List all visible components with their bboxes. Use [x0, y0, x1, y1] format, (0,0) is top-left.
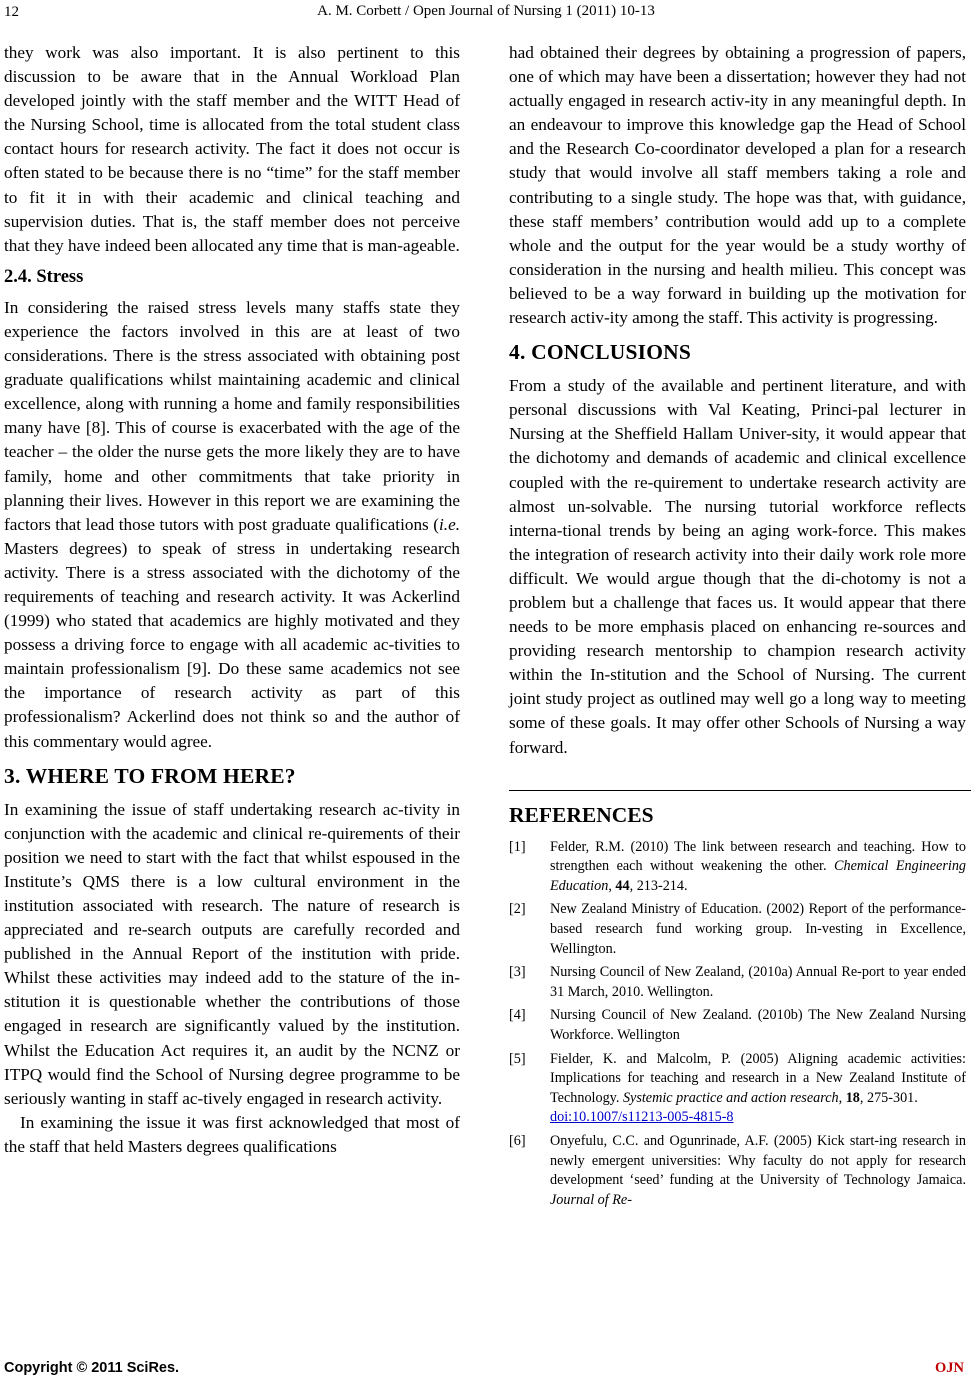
continued-paragraph-right: had obtained their degrees by obtaining a progression of papers, one of which may have been a dissertation; however they had not actually engaged in research activ-ity in any meaningful depth. In an endeavour to improve this knowledge gap the Head of School and the Research Co-coordinator developed a plan for a research study that would involve all staff members taking a role and contributing to a single study. The hope was that, with guidance, these staff members’ contribution would add up to a complete whole and the output for the year would be a study worthy of consideration in the nursing and health milieu. This concept was believed to be a way forward in building up the motivation for research activ-ity among the staff. This activity is progressing. [509, 43, 966, 328]
where-to-heading: 3. WHERE TO FROM HERE? [4, 763, 296, 788]
stress-heading: 2.4. Stress [4, 266, 84, 287]
where-to-paragraph-2: In examining the issue it was first acknowledged that most of the staff that held Masters degrees qualifications [4, 1112, 460, 1156]
reference-text [550, 963, 966, 1002]
reference-citation: Fielder, K. and Malcolm, P. (2005) Aligning academic activities: Implications for teaching and research in a New Zealand Institute of Technology. [550, 1050, 966, 1106]
page-footer [0, 1360, 972, 1382]
conclusions-paragraph: From a study of the available and pertinent literature, and with personal discussions with Val Keating, Princi-pal lecturer in Nursing at the Sheffield Hallam Univer-sity, it would appear that the dichotomy and demands of academic and clinical excellence coupled with the re-quirement to undertake research activity are almost un-solvable. The nursing tutorial workforce reflects interna-tional trends by being an aging work-force. This makes the integration of research activity into their daily work role more difficult. We would argue though that the di-chotomy is not a problem but a challenge that faces us. It would appear that there needs to be more emphasis placed on enhancing re-sources and providing research mentorship to champion research activity within the In-stitution and the School of Nursing. The current joint study project as outlined may well go a long way to meeting some of these goals. It may offer other Schools of Nursing a way forward. [509, 376, 966, 757]
reference-volume: 44 [615, 877, 630, 894]
reference-citation: New Zealand Ministry of Education. (2002) Report of the performance-based research fund working group. In-vesting in Excellence, Wellington. [550, 901, 966, 957]
reference-number: [3] [509, 964, 526, 981]
reference-journal: Systemic practice and action research [622, 1089, 839, 1106]
stress-text-b: Masters degrees) to speak of stress in undertaking research activity. There is a stress associated with the dichotomy of the requirements of teaching and research activity. It was Ackerlind (1999) who stated that academics are highly motivated and they possess a driving force to engage with all academic ac-tivities to maintain professionalism [9]. Do these same academics not see the importance of research activity as part of this professionalism? Ackerlind does not think so and the author of this commentary would agree. [4, 538, 460, 751]
reference-separator: , [608, 877, 616, 894]
references-heading: REFERENCES [509, 802, 654, 827]
doi-link[interactable]: doi:10.1007/s11213-005-4815-8 [550, 1109, 734, 1126]
reference-number: [6] [509, 1132, 526, 1149]
references-divider [509, 790, 971, 791]
page-header [0, 0, 972, 30]
reference-journal: Chemical Engineering Education [550, 858, 967, 894]
where-to-paragraph-1: In examining the issue of staff undertaking research ac-tivity in conjunction with the academic and clinical re-quirements of their position we need to start with the fact that whilst espoused in the Institute’s QMS there is a low cultural environment in the institution associated with research. The nature of research is appreciated and re-search outputs are carefully recorded and published in the Annual Report of the institution with pride. Whilst these activities may indeed add to the stature of the in-stitution it is questionable whether the contributions of those engaged in research are significantly valued by the institution. Whilst the Education Act requires it, an audit by the NCNZ or ITPQ would find the School of Nursing degree programme to be seriously wanting in staff ac-tively engaged in research activity. [4, 799, 460, 1108]
reference-text [550, 1132, 966, 1210]
reference-number: [2] [509, 901, 526, 918]
conclusions-heading: 4. CONCLUSIONS [509, 340, 692, 365]
reference-citation: Felder, R.M. (2010) The link between research and teaching. How to strengthen each without weakening the other. [550, 838, 966, 875]
page-number: 12 [4, 4, 19, 20]
reference-item [509, 963, 966, 1002]
reference-pages: , 275-301. [859, 1089, 918, 1106]
stress-paragraph [4, 296, 460, 754]
reference-text [550, 1006, 966, 1045]
reference-citation: Nursing Council of New Zealand. (2010b) The New Zealand Nursing Workforce. Wellington [550, 1007, 966, 1043]
reference-volume: 18 [845, 1089, 860, 1106]
reference-journal: Journal of Re- [550, 1191, 632, 1208]
reference-text [550, 900, 966, 959]
reference-citation: Onyefulu, C.C. and Ogunrinade, A.F. (2005) Kick start-ing research in newly emergent universities: Why faculty do not apply for research development ‘seed’ funding at the University of Technology Jamaica. [550, 1132, 966, 1189]
stress-text-a: In considering the raised stress levels many staffs state they experience the factors involved in this are at least of two considerations. There is the stress associated with obtaining post graduate qualifications whilst maintaining academic and clinical excellence, along with running a home and family responsibilities many have [8]. This of course is exacerbated with the age of the teacher – the older the nurse gets the more likely they are to have family, home and other commitments that take priority in planning their lives. However in this report we are examining the factors that lead those tutors with post graduate qualifications ( [4, 297, 460, 534]
reference-text [550, 1050, 966, 1128]
reference-number: [5] [509, 1050, 526, 1067]
reference-list [509, 838, 966, 1211]
reference-item [509, 838, 966, 897]
copyright-notice: Copyright © 2011 SciRes. [4, 1360, 180, 1376]
running-title: A. M. Corbett / Open Journal of Nursing 1 (2011) 10-13 [317, 3, 655, 19]
reference-item [509, 1050, 966, 1128]
continued-paragraph: they work was also important. It is also pertinent to this discussion to be aware that in the Annual Workload Plan developed jointly with the staff member and the WITT Head of the Nursing School, time is allocated from the total student class contact hours for research activity. The fact it does not occur is often stated to be because there is no “time” for the staff member to fit it in with their academic and clinical teaching and supervision duties. That is, the staff member does not perceive that they have indeed been allocated any time that is man-ageable. [4, 43, 460, 255]
reference-item [509, 1132, 966, 1210]
ie-abbreviation: i.e. [439, 514, 460, 534]
reference-number: [4] [509, 1007, 526, 1024]
reference-number: [1] [509, 838, 526, 855]
reference-item [509, 1006, 966, 1045]
reference-item [509, 900, 966, 959]
reference-text [550, 838, 966, 897]
left-column [4, 41, 460, 1159]
reference-pages: , 213-214. [629, 877, 688, 894]
right-column [509, 41, 966, 1214]
journal-abbreviation: OJN [935, 1360, 964, 1376]
reference-separator: , [838, 1089, 846, 1106]
reference-citation: Nursing Council of New Zealand, (2010a) Annual Re-port to year ended 31 March, 2010. Wellington. [550, 964, 966, 1000]
